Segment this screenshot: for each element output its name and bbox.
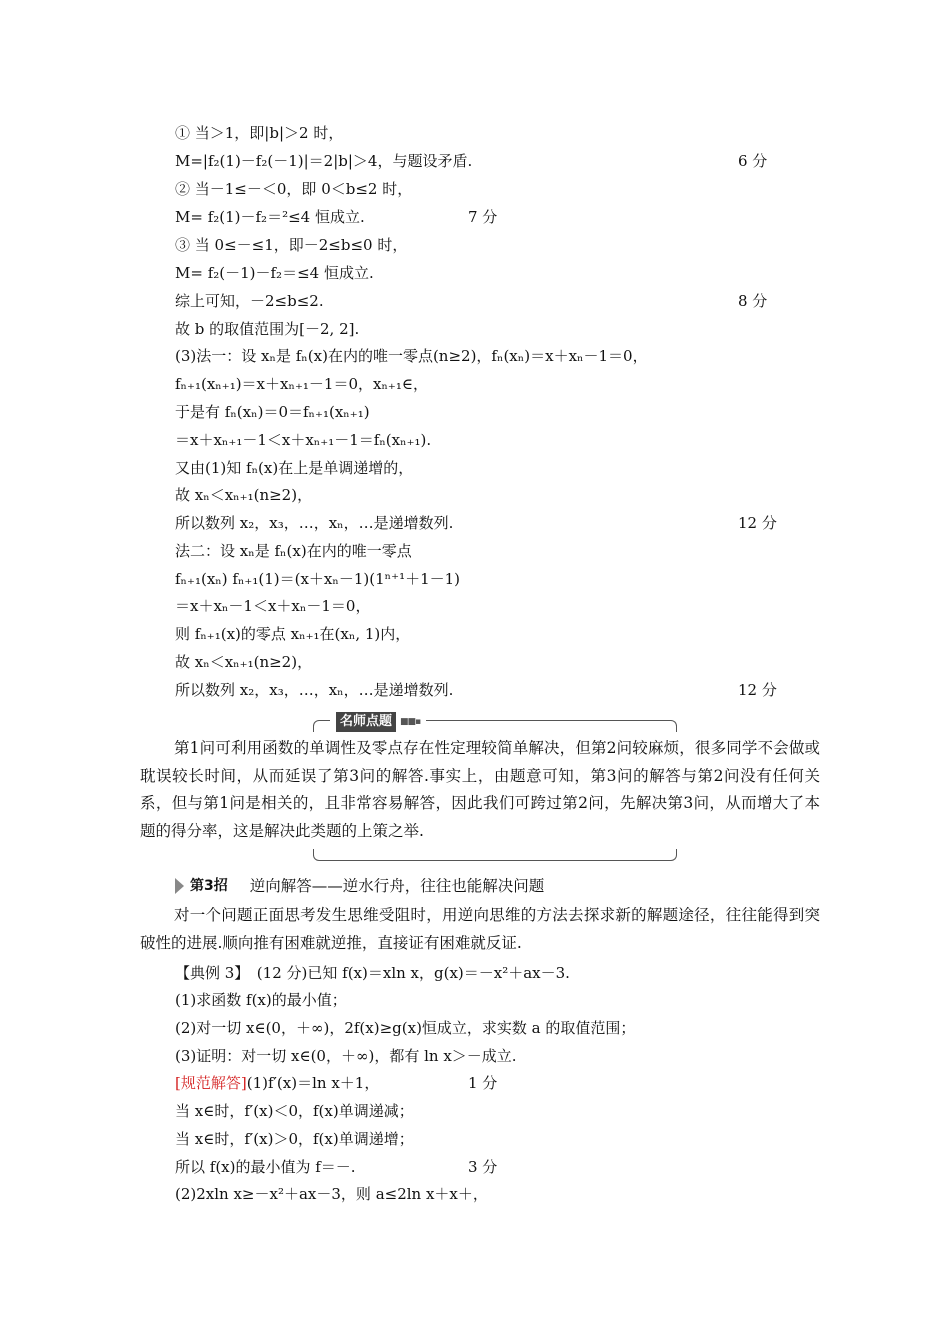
solution-line: (3)法一：设 xₙ是 fₙ(x)在内的唯一零点(n≥2)，fₙ(xₙ)＝x＋xₙ－1＝0， bbox=[175, 347, 648, 365]
score-mark: 12 分 bbox=[738, 681, 777, 699]
example-line: 【典例 3】 (12 分)已知 f(x)＝xln x，g(x)＝－x²＋ax－3. bbox=[175, 964, 570, 982]
score-mark: 6 分 bbox=[738, 152, 768, 170]
solution-line: (1)f′(x)＝ln x＋1， bbox=[246, 1074, 380, 1092]
example-line: (1)求函数 f(x)的最小值； bbox=[175, 991, 347, 1009]
strategy-heading bbox=[175, 875, 544, 897]
solution-line: 故 xₙ＜xₙ₊₁(n≥2)， bbox=[175, 486, 313, 504]
comment-tag bbox=[330, 711, 426, 733]
solution-line: 所以数列 x₂，x₃，…，xₙ，…是递增数列. bbox=[175, 681, 454, 699]
dots-icon: ■■▪ bbox=[400, 717, 421, 727]
intro-paragraph: 对一个问题正面思考发生思维受阻时，用逆向思维的方法去探求新的解题途径，往往能得到突破性的进展.顺向推有困难就逆推，直接证有困难就反证. bbox=[140, 906, 820, 952]
score-mark: 1 分 bbox=[468, 1074, 498, 1092]
score-mark: 12 分 bbox=[738, 514, 777, 532]
solution-line: M= f₂(1)－f₂＝²≤4 恒成立. bbox=[175, 208, 365, 226]
solution-line: M=|f₂(1)－f₂(－1)|＝2|b|＞4，与题设矛盾. bbox=[175, 152, 473, 170]
solution-line: 故 xₙ＜xₙ₊₁(n≥2)， bbox=[175, 653, 313, 671]
comment-tag-label: 名师点题 bbox=[336, 712, 396, 732]
score-mark: 7 分 bbox=[468, 208, 498, 226]
solution-line: 所以 f(x)的最小值为 f＝－. bbox=[175, 1158, 356, 1176]
score-mark: 3 分 bbox=[468, 1158, 498, 1176]
solution-line: 综上可知，－2≤b≤2. bbox=[175, 292, 324, 310]
solution-line: ＝x＋xₙ－1＜x＋xₙ－1＝0， bbox=[175, 597, 371, 615]
example-line: (2)对一切 x∈(0，＋∞)，2f(x)≥g(x)恒成立，求实数 a 的取值范围； bbox=[175, 1019, 636, 1037]
solution-line: ① 当＞1，即|b|＞2 时， bbox=[175, 124, 344, 142]
solution-line: fₙ₊₁(xₙ₊₁)＝x＋xₙ₊₁－1＝0，xₙ₊₁∈， bbox=[175, 375, 428, 393]
solution-line: 则 fₙ₊₁(x)的零点 xₙ₊₁在(xₙ, 1)内， bbox=[175, 625, 411, 643]
solution-line: ＝x＋xₙ₊₁－1＜x＋xₙ₊₁－1＝fₙ(xₙ₊₁). bbox=[175, 431, 432, 449]
strategy-label: 第3招 bbox=[190, 878, 228, 894]
solution-line: 于是有 fₙ(xₙ)＝0＝fₙ₊₁(xₙ₊₁) bbox=[175, 403, 370, 421]
solution-line: fₙ₊₁(xₙ) fₙ₊₁(1)＝(x＋xₙ－1)(1ⁿ⁺¹＋1－1) bbox=[175, 570, 461, 588]
comment-text: 第1问可利用函数的单调性及零点存在性定理较简单解决，但第2问较麻烦，很多同学不会做或耽误较长时间，从而延误了第3问的解答.事实上，由题意可知，第3问的解答与第2问没有任何关系，但与第1问是相关的，且非常容易解答，因此我们可跨过第2问，先解决第3问，从而增大了本题的得分率，这是解决此类题的上策之举. bbox=[140, 739, 820, 840]
solution-label: [规范解答] bbox=[175, 1074, 247, 1092]
solution-line: 当 x∈时，f′(x)＞0，f(x)单调递增； bbox=[175, 1130, 414, 1148]
solution-line: ② 当－1≤－＜0，即 0＜b≤2 时， bbox=[175, 180, 413, 198]
solution-line: 又由(1)知 fₙ(x)在上是单调递增的， bbox=[175, 459, 414, 477]
solution-line: 所以数列 x₂，x₃，…，xₙ，…是递增数列. bbox=[175, 514, 454, 532]
strategy-title: 逆向解答——逆水行舟，往往也能解决问题 bbox=[249, 877, 545, 895]
comment-box-bottom-border bbox=[313, 849, 677, 861]
solution-line: 当 x∈时，f′(x)＜0，f(x)单调递减； bbox=[175, 1102, 414, 1120]
solution-line: M= f₂(－1)－f₂＝≤4 恒成立. bbox=[175, 264, 374, 282]
solution-line: (2)2xln x≥－x²＋ax－3，则 a≤2ln x＋x＋， bbox=[175, 1185, 488, 1203]
score-mark: 8 分 bbox=[738, 292, 768, 310]
solution-line: 故 b 的取值范围为[－2, 2]. bbox=[175, 320, 360, 338]
solution-row bbox=[175, 1073, 379, 1093]
example-line: (3)证明：对一切 x∈(0，＋∞)，都有 ln x＞－成立. bbox=[175, 1047, 517, 1065]
solution-line: 法二：设 xₙ是 fₙ(x)在内的唯一零点 bbox=[175, 542, 412, 560]
solution-line: ③ 当 0≤－≤1，即－2≤b≤0 时， bbox=[175, 236, 408, 254]
triangle-icon bbox=[175, 878, 184, 894]
